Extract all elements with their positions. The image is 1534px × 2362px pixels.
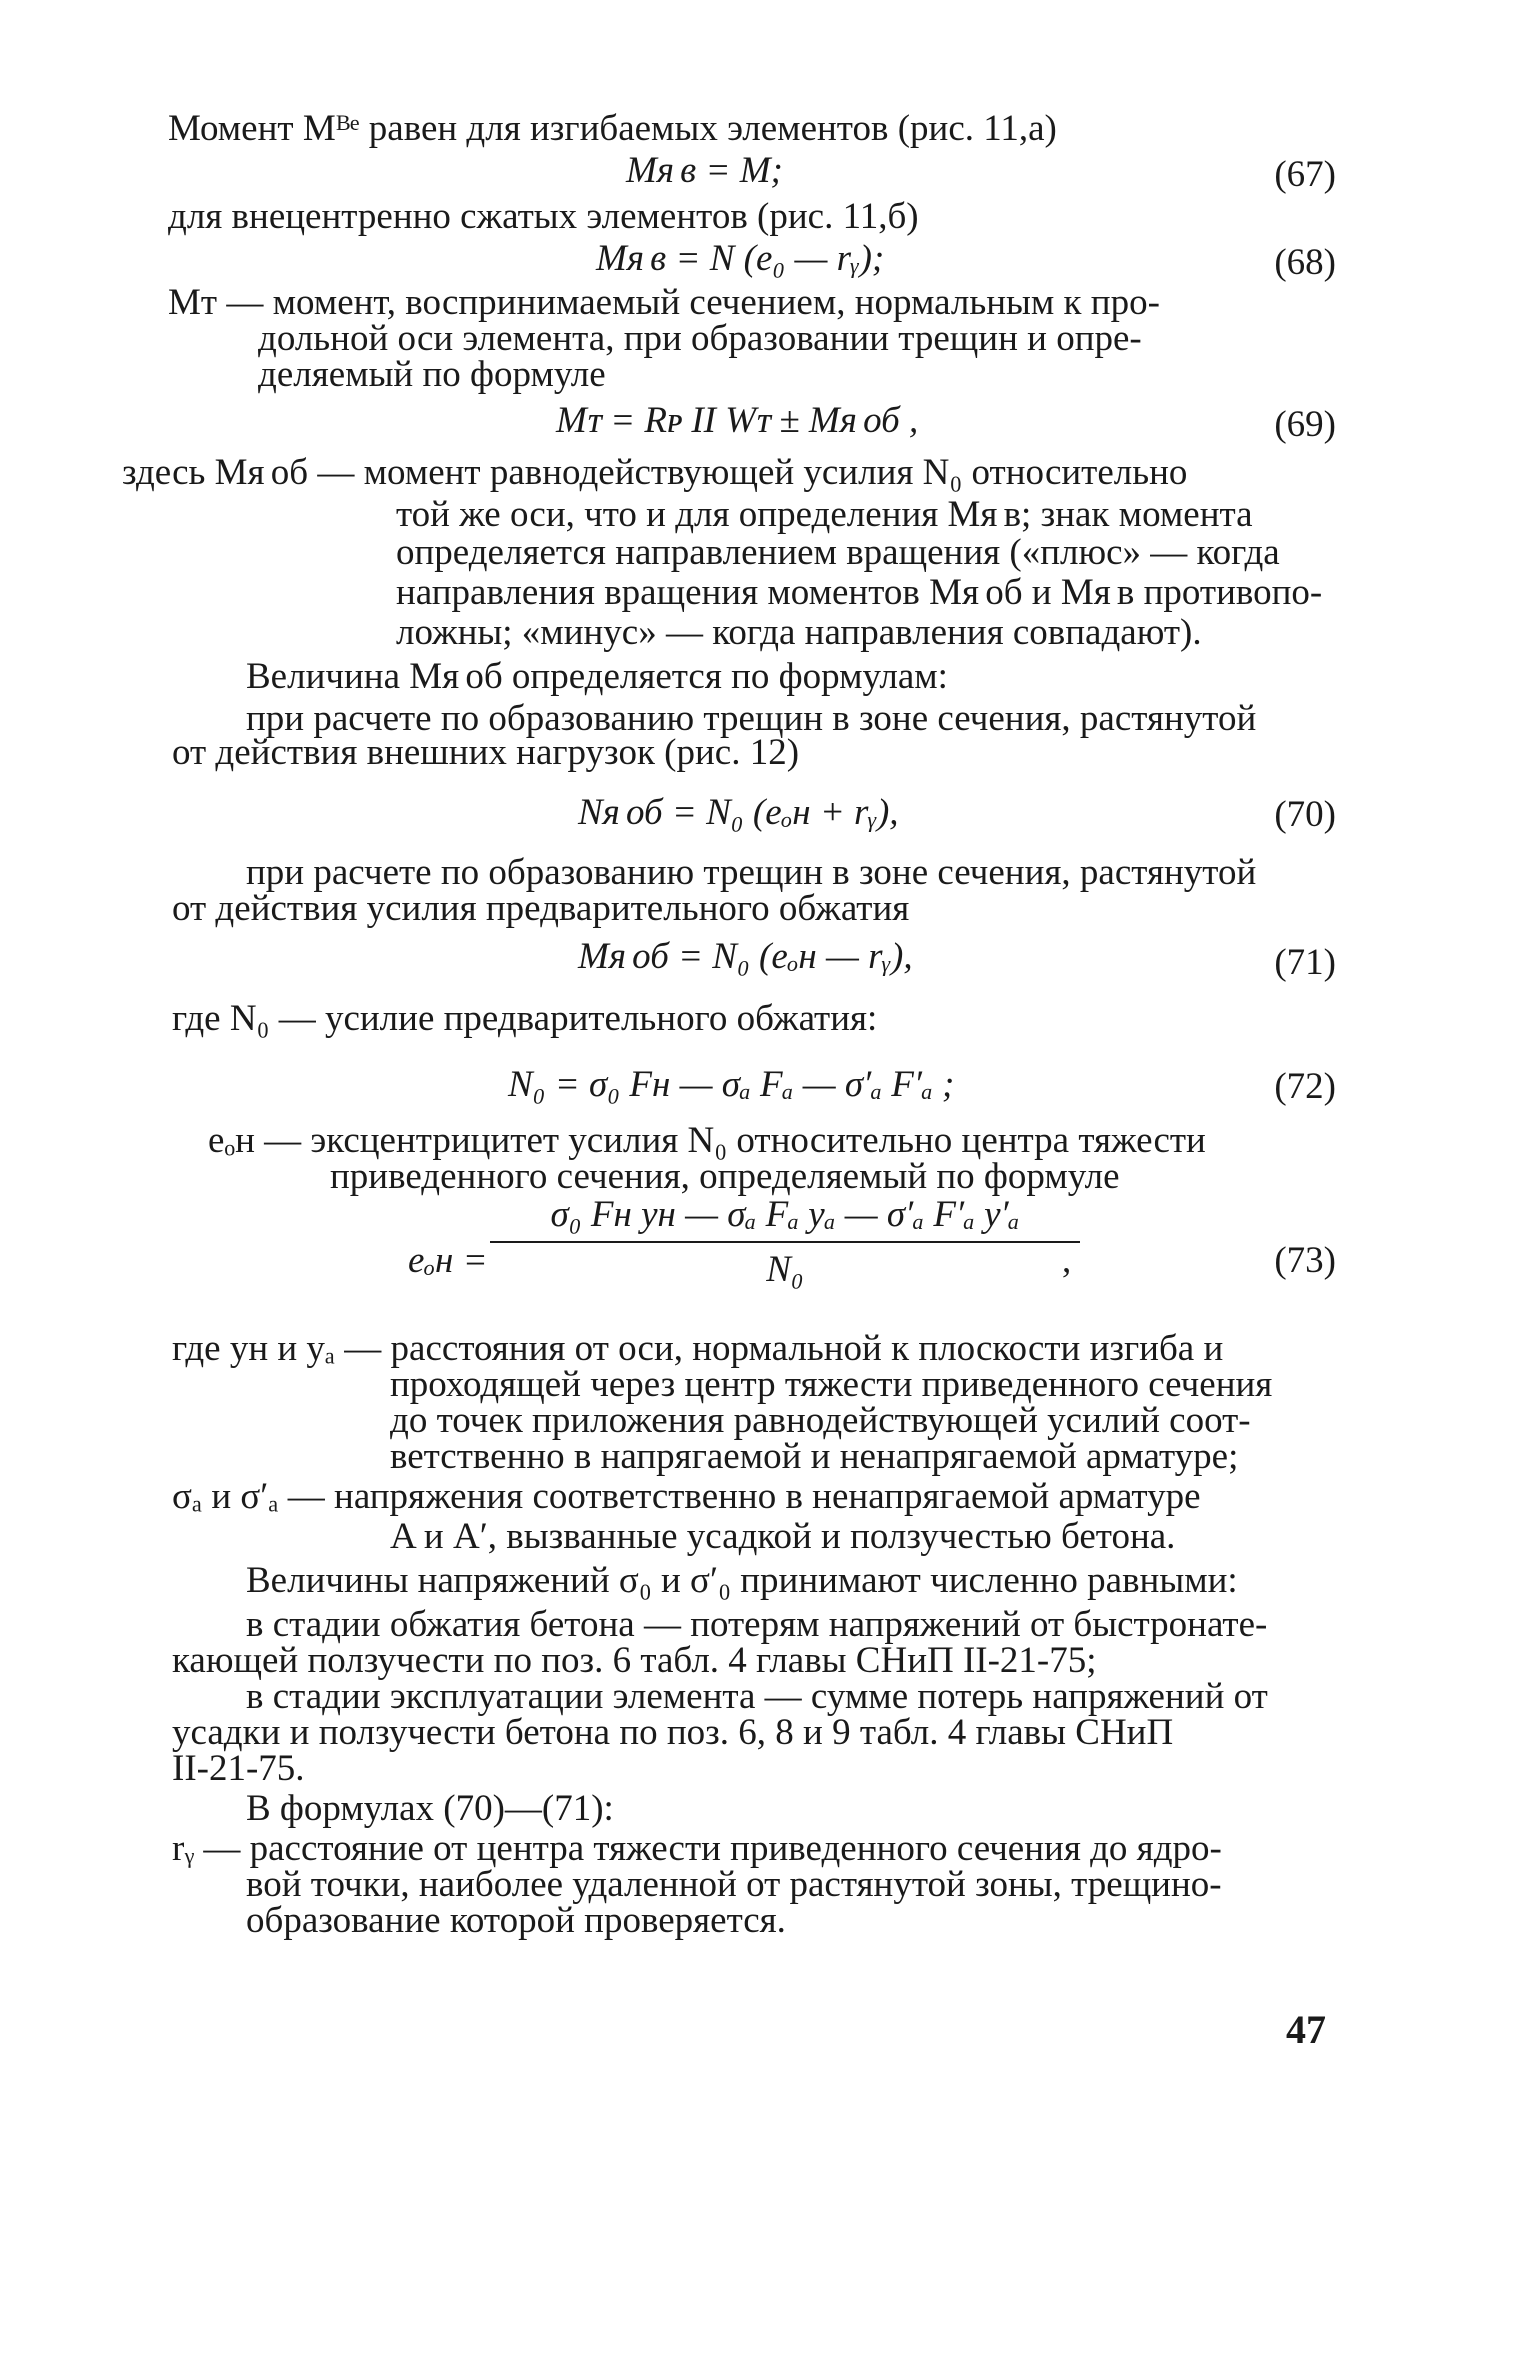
zdes-line5: ложны; «минус» — когда направления совпадают). bbox=[396, 612, 1202, 653]
eon-line1: eₒн — эксцентрицитет усилия N₀ относительно центра тяжести bbox=[208, 1120, 1206, 1161]
equation-73-lhs: eₒн = bbox=[408, 1240, 488, 1281]
gde-yn-line3: до точек приложения равнодействующей усилий соот- bbox=[390, 1400, 1251, 1441]
equation-71: Mя об = N₀ (eₒн — rᵧ), bbox=[578, 936, 913, 977]
stadia1-line1: в стадии обжатия бетона — потерям напряжений от быстронате- bbox=[246, 1604, 1268, 1645]
equation-number-70: (70) bbox=[1274, 794, 1336, 835]
pri-raschete1-line2: от действия внешних нагрузок (рис. 12) bbox=[172, 732, 800, 773]
zdes-line3: определяется направлением вращения («плюс» — когда bbox=[396, 532, 1280, 573]
equation-number-71: (71) bbox=[1274, 942, 1336, 983]
zdes-line1: здесь Mя об — момент равнодействующей усилия N₀ относительно bbox=[122, 452, 1188, 493]
fraction-bar bbox=[490, 1241, 1080, 1243]
equation-67: Mя в = M; bbox=[626, 150, 783, 191]
eon-line2: приведенного сечения, определяемый по формуле bbox=[330, 1156, 1120, 1197]
gde-yn-line1: где yн и yₐ — расстояния от оси, нормальной к плоскости изгиба и bbox=[172, 1328, 1224, 1369]
page-number: 47 bbox=[1286, 2007, 1326, 2052]
zdes-line2: той же оси, что и для определения Mя в; знак момента bbox=[396, 494, 1253, 535]
equation-73-numerator: σ₀ Fн yн — σₐ Fₐ yₐ — σ′ₐ F′ₐ y′ₐ bbox=[550, 1194, 1020, 1235]
velichina-line: Величина Mя об определяется по формулам: bbox=[246, 656, 948, 697]
pri-raschete2-line1: при расчете по образованию трещин в зоне сечения, растянутой bbox=[246, 852, 1257, 893]
gde-yn-line4: ветственно в напрягаемой и ненапрягаемой арматуре; bbox=[390, 1436, 1239, 1477]
equation-68: Mя в = N (e₀ — rᵧ); bbox=[596, 238, 885, 279]
stadia1-line2: кающей ползучести по поз. 6 табл. 4 главы СНиП II-21-75; bbox=[172, 1640, 1097, 1681]
definition-mt-line1: Mᴛ — момент, воспринимаемый сечением, нормальным к про- bbox=[168, 282, 1160, 323]
stadia2-line2: усадки и ползучести бетона по поз. 6, 8 и 9 табл. 4 главы СНиП bbox=[172, 1712, 1174, 1753]
stadia2-line1: в стадии эксплуатации элемента — сумме потерь напряжений от bbox=[246, 1676, 1268, 1717]
pri-raschete1-line1: при расчете по образованию трещин в зоне сечения, растянутой bbox=[246, 698, 1257, 739]
zdes-line4: направления вращения моментов Mя об и Mя в противопо- bbox=[396, 572, 1323, 613]
equation-73-denominator: N₀ bbox=[766, 1249, 804, 1291]
equation-73-comma: , bbox=[1062, 1240, 1072, 1281]
equation-69: Mᴛ = Rᴘ II Wᴛ ± Mя об , bbox=[556, 400, 919, 441]
sigma-line2: A и A′, вызванные усадкой и ползучестью бетона. bbox=[390, 1516, 1176, 1557]
definition-mt-line3: деляемый по формуле bbox=[258, 354, 606, 395]
gde-yn-line2: проходящей через центр тяжести приведенного сечения bbox=[390, 1364, 1273, 1405]
equation-number-73: (73) bbox=[1274, 1240, 1336, 1281]
equation-number-69: (69) bbox=[1274, 404, 1336, 445]
gde-n0-line: где N₀ — усилие предварительного обжатия: bbox=[172, 998, 878, 1039]
stadia2-line3: II-21-75. bbox=[172, 1748, 305, 1789]
velichiny-line: Величины напряжений σ₀ и σ′₀ принимают численно равными: bbox=[246, 1560, 1238, 1601]
sigma-line1: σₐ и σ′ₐ — напряжения соответственно в ненапрягаемой арматуре bbox=[172, 1476, 1201, 1517]
ry-line2: вой точки, наиболее удаленной от растянутой зоны, трещино- bbox=[246, 1864, 1222, 1905]
equation-number-67: (67) bbox=[1274, 154, 1336, 195]
equation-70: Nя об = N₀ (eₒн + rᵧ), bbox=[578, 792, 899, 833]
equation-number-68: (68) bbox=[1274, 242, 1336, 283]
equation-73-fraction bbox=[490, 1194, 1080, 1291]
equation-number-72: (72) bbox=[1274, 1066, 1336, 1107]
ry-line1: rᵧ — расстояние от центра тяжести приведенного сечения до ядро- bbox=[172, 1828, 1222, 1869]
equation-72: N₀ = σ₀ Fн — σₐ Fₐ — σ′ₐ F′ₐ ; bbox=[508, 1064, 955, 1105]
ry-line3: образование которой проверяется. bbox=[246, 1900, 786, 1941]
text-line-moment: Момент Mᴮᵉ равен для изгибаемых элементов (рис. 11,а) bbox=[168, 108, 1057, 149]
text-line-vnecentrenno: для внецентренно сжатых элементов (рис. 11,б) bbox=[168, 196, 919, 237]
definition-mt-line2: дольной оси элемента, при образовании трещин и опре- bbox=[258, 318, 1142, 359]
pri-raschete2-line2: от действия усилия предварительного обжатия bbox=[172, 888, 910, 929]
v-formulah-line: В формулах (70)—(71): bbox=[246, 1788, 614, 1829]
